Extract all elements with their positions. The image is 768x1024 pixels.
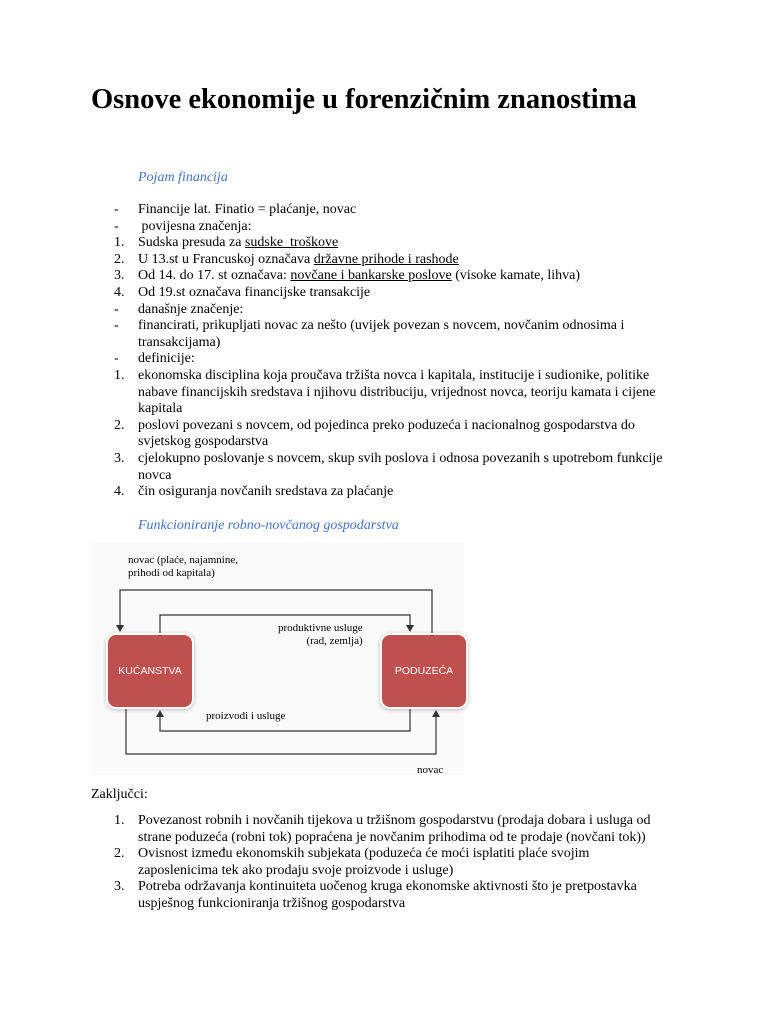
circular-flow-diagram — [92, 543, 464, 775]
label-money-income: novac (plaće, najamnine, prihodi od kapitala) — [128, 554, 238, 579]
label-money: novac — [417, 764, 444, 776]
list-item: - definicije: — [114, 351, 195, 367]
list-item: 4. Od 19.st označava financijske transakcije — [114, 284, 371, 300]
conclusions-label: Zaključci: — [91, 787, 148, 802]
section-heading-pojam: Pojam financija — [138, 170, 228, 185]
list-item: 1. ekonomska disciplina koja proučava tržišta novca i kapitala, institucije i sudionike, politike nabave financijskih sredstava i njihovu distribuciju, vrijednost novca, teoriju kamata i cijene kapitala — [114, 367, 656, 417]
firms-box: PODUZEĆA — [382, 635, 466, 707]
list-item: - povijesna značenja: — [114, 218, 252, 234]
label-productive-services: produktivne usluge (rad, zemlja) — [278, 622, 363, 647]
document-title: Osnove ekonomije u forenzičnim znanostima — [91, 84, 637, 115]
conclusions-list — [91, 813, 671, 913]
list-item: - današnje značenje: — [114, 301, 244, 317]
list-item: 2. poslovi povezani s novcem, od pojedinca preko poduzeća i nacionalnog gospodarstva do svjetskog gospodarstva — [114, 417, 635, 450]
list-item: 1. Sudska presuda za sudske troškove — [114, 235, 339, 251]
label-products: proizvodi i usluge — [206, 710, 286, 722]
list-item: 2. U 13.st u Francuskoj označava državne prihode i rashode — [114, 251, 459, 267]
section-heading-funkcioniranje: Funkcioniranje robno-novčanog gospodarstva — [138, 518, 399, 533]
list-item: 3. cjelokupno poslovanje s novcem, skup svih poslova i odnosa povezanih s upotrebom funkcije novca — [114, 450, 663, 483]
list-item: 3. Od 14. do 17. st označava: novčane i bankarske poslove (visoke kamate, lihva) — [114, 268, 581, 284]
arrow-money-wages — [120, 590, 432, 633]
list-item: 2. Ovisnost između ekonomskih subjekata (poduzeća će moći isplatiti plaće svojim zaposlenicima tek ako prodaju svoje proizvode i usluge) — [114, 846, 590, 878]
list-item: - Financije lat. Finatio = plaćanje, novac — [114, 202, 357, 217]
list-item: 4. čin osiguranja novčanih sredstava za plaćanje — [114, 484, 394, 500]
list-item: - financirati, prikupljati novac za nešto (uvijek povezan s novcem, novčanim odnosima i transakcijama) — [114, 318, 625, 350]
list-item: 1. Povezanost robnih i novčanih tijekova u tržišnom gospodarstvu (prodaja dobara i usluga od strane poduzeća (robni tok) popraćena je novčanim prihodima od te prodaje (novčani tok)) — [114, 813, 651, 845]
list-item: 3. Potreba održavanja kontinuiteta uočenog kruga ekonomske aktivnosti što je pretpostavka uspješnog funkcioniranja tržišnog gospodarstva — [114, 879, 637, 911]
households-box: KUĆANSTVA — [108, 635, 192, 707]
financije-list — [91, 202, 691, 501]
